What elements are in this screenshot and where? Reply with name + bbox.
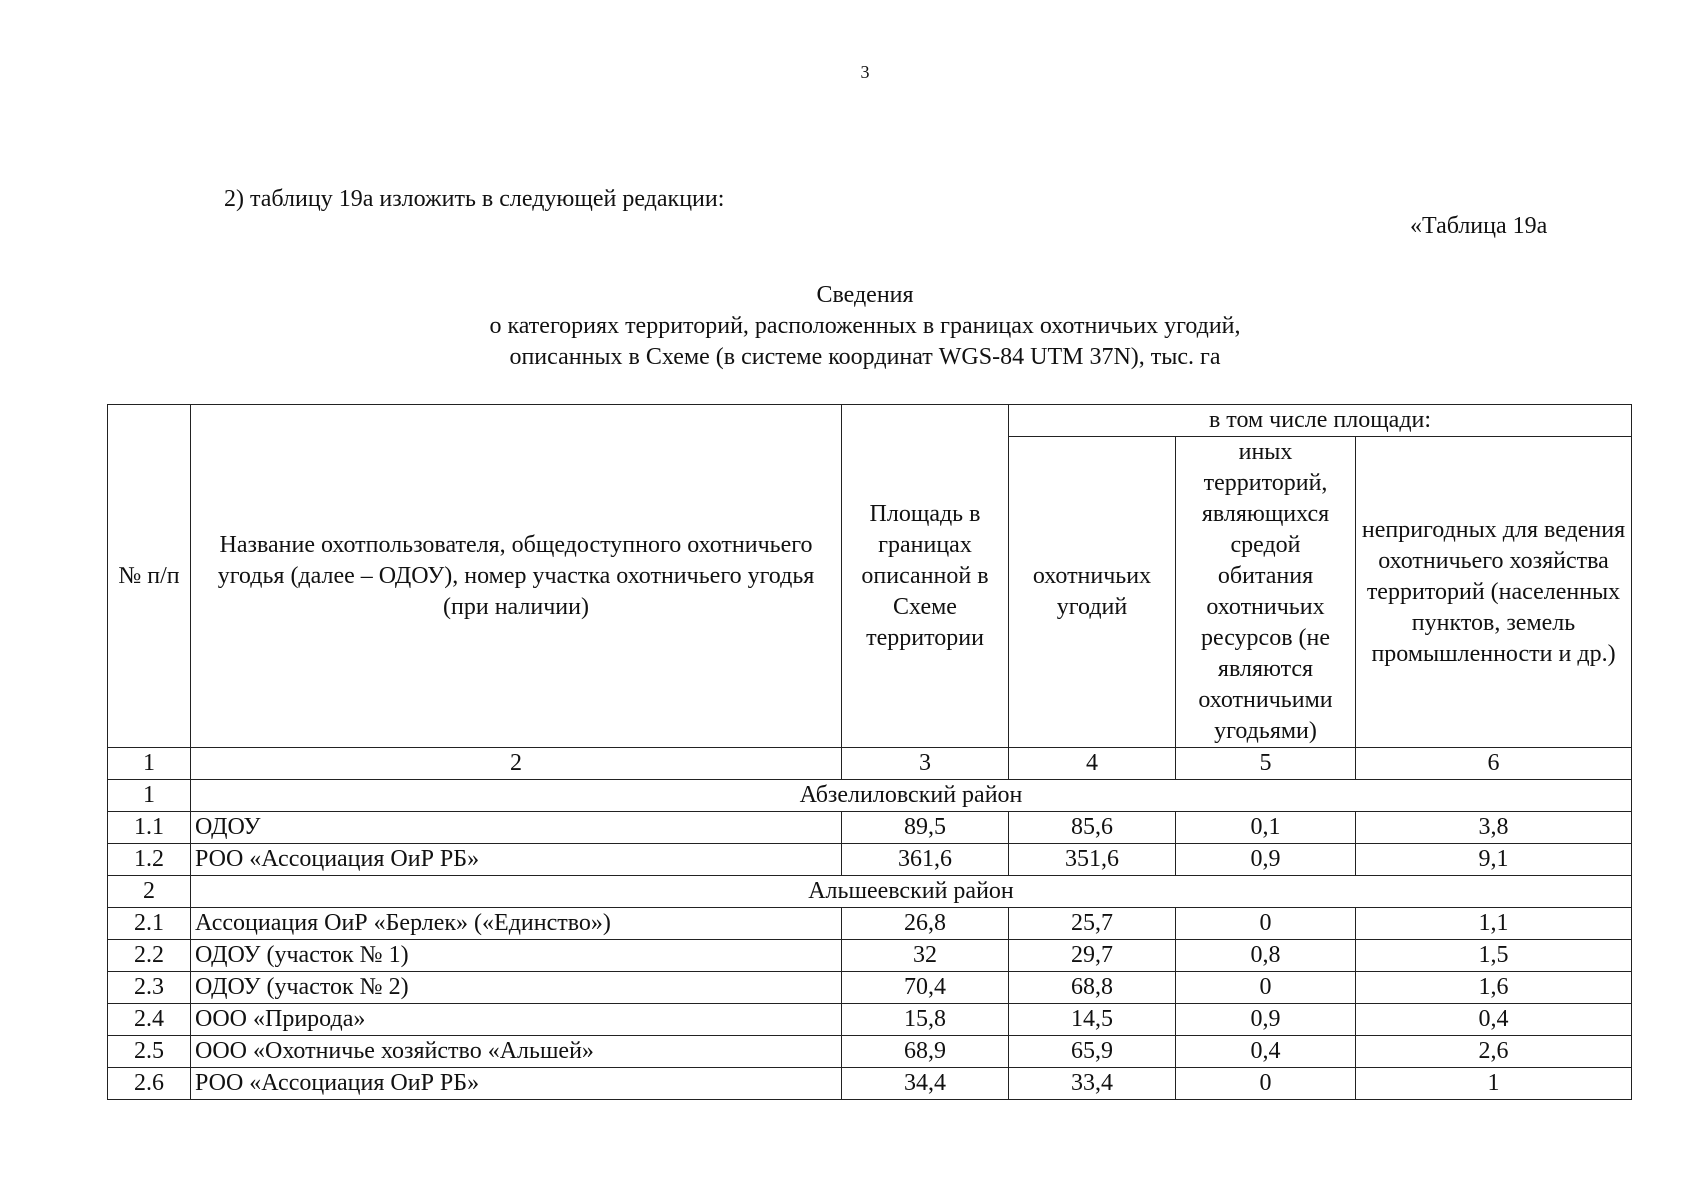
row-unsuitable: 1,6 [1356,972,1632,1004]
row-unsuitable: 1,5 [1356,940,1632,972]
intro-text: 2) таблицу 19а изложить в следующей редакции: [224,186,725,212]
row-area: 70,4 [842,972,1009,1004]
row-name: РОО «Ассоциация ОиР РБ» [191,844,842,876]
row-area: 32 [842,940,1009,972]
row-name: ОДОУ (участок № 1) [191,940,842,972]
section-number: 1 [108,780,191,812]
header-num: № п/п [108,405,191,748]
table-row [108,972,1632,1004]
row-other: 0,8 [1176,940,1356,972]
row-hunting: 14,5 [1009,1004,1176,1036]
header-hunting: охотничьих угодий [1009,437,1176,748]
row-area: 68,9 [842,1036,1009,1068]
column-number: 2 [191,748,842,780]
table-row [108,940,1632,972]
header-unsuitable: непригодных для ведения охотничьего хозяйства территорий (населенных пунктов, земель промышленности и др.) [1356,437,1632,748]
data-table [107,404,1632,1100]
row-other: 0 [1176,972,1356,1004]
row-name: ООО «Природа» [191,1004,842,1036]
row-other: 0,9 [1176,844,1356,876]
header-group: в том числе площади: [1009,405,1632,437]
row-unsuitable: 1 [1356,1068,1632,1100]
caption-line-1: Сведения [816,282,914,308]
row-hunting: 29,7 [1009,940,1176,972]
table-row [108,812,1632,844]
row-name: ООО «Охотничье хозяйство «Альшей» [191,1036,842,1068]
row-number: 2.3 [108,972,191,1004]
section-row [108,876,1632,908]
header-name: Название охотпользователя, общедоступного охотничьего угодья (далее – ОДОУ), номер участка охотничьего угодья (при наличии) [191,405,842,748]
row-number: 1.2 [108,844,191,876]
header-area: Площадь в границах описанной в Схеме территории [842,405,1009,748]
column-number: 5 [1176,748,1356,780]
row-unsuitable: 9,1 [1356,844,1632,876]
table-row [108,1036,1632,1068]
row-other: 0,1 [1176,812,1356,844]
row-number: 1.1 [108,812,191,844]
row-number: 2.5 [108,1036,191,1068]
row-unsuitable: 3,8 [1356,812,1632,844]
row-other: 0 [1176,908,1356,940]
row-unsuitable: 0,4 [1356,1004,1632,1036]
row-hunting: 65,9 [1009,1036,1176,1068]
row-area: 361,6 [842,844,1009,876]
row-area: 15,8 [842,1004,1009,1036]
section-row [108,780,1632,812]
row-other: 0,9 [1176,1004,1356,1036]
row-name: ОДОУ [191,812,842,844]
caption-line-2: о категориях территорий, расположенных в границах охотничьих угодий, [489,313,1241,339]
row-area: 34,4 [842,1068,1009,1100]
column-number: 1 [108,748,191,780]
row-number: 2.6 [108,1068,191,1100]
row-name: РОО «Ассоциация ОиР РБ» [191,1068,842,1100]
row-hunting: 85,6 [1009,812,1176,844]
section-title: Абзелиловский район [191,780,1632,812]
row-number: 2.2 [108,940,191,972]
row-number: 2.4 [108,1004,191,1036]
table-row [108,908,1632,940]
row-name: Ассоциация ОиР «Берлек» («Единство») [191,908,842,940]
caption-line-3: описанных в Схеме (в системе координат WGS-84 UTM 37N), тыс. га [509,344,1221,370]
table-row [108,1004,1632,1036]
row-other: 0,4 [1176,1036,1356,1068]
row-hunting: 351,6 [1009,844,1176,876]
row-name: ОДОУ (участок № 2) [191,972,842,1004]
column-numbers-row [108,748,1632,780]
column-number: 6 [1356,748,1632,780]
column-number: 3 [842,748,1009,780]
table-header [108,405,1632,780]
row-hunting: 68,8 [1009,972,1176,1004]
column-number: 4 [1009,748,1176,780]
row-unsuitable: 1,1 [1356,908,1632,940]
section-number: 2 [108,876,191,908]
page-number: 3 [860,62,870,82]
row-hunting: 33,4 [1009,1068,1176,1100]
table-caption [0,280,1697,373]
row-unsuitable: 2,6 [1356,1036,1632,1068]
row-other: 0 [1176,1068,1356,1100]
table-label: «Таблица 19а [1410,213,1548,239]
row-area: 26,8 [842,908,1009,940]
table-body [108,780,1632,1100]
header-other: иных территорий, являющихся средой обитания охотничьих ресурсов (не являются охотничьими угодьями) [1176,437,1356,748]
row-number: 2.1 [108,908,191,940]
table-row [108,1068,1632,1100]
row-hunting: 25,7 [1009,908,1176,940]
row-area: 89,5 [842,812,1009,844]
table-row [108,844,1632,876]
section-title: Альшеевский район [191,876,1632,908]
